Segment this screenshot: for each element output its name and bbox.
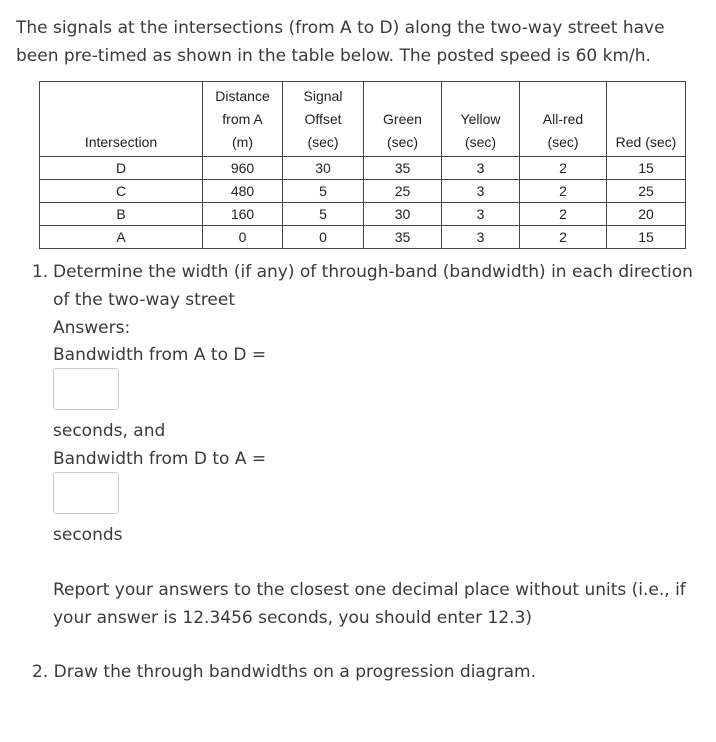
seconds-label: seconds bbox=[53, 525, 123, 545]
cell-red: 25 bbox=[607, 180, 686, 203]
cell-allred: 2 bbox=[520, 226, 607, 249]
cell-intersection: A bbox=[40, 226, 203, 249]
header-distance-line: from A bbox=[222, 111, 263, 127]
question-1-text: Determine the width (if any) of through-band (bandwidth) in each direction of the two-way street bbox=[53, 262, 693, 310]
header-green-line: (sec) bbox=[386, 134, 419, 150]
cell-offset: 5 bbox=[283, 180, 364, 203]
cell-intersection: B bbox=[40, 203, 203, 226]
bandwidth-d-to-a-label: Bandwidth from D to A = bbox=[53, 449, 267, 469]
cell-offset: 5 bbox=[283, 203, 364, 226]
cell-intersection: C bbox=[40, 180, 203, 203]
header-allred bbox=[520, 82, 607, 157]
problem-intro: The signals at the intersections (from A to D) along the two-way street have been pre-timed as shown in the table below. The posted speed is 60 km/h. bbox=[16, 18, 665, 66]
header-yellow-line: (sec) bbox=[464, 134, 497, 150]
bandwidth-d-to-a-input[interactable] bbox=[53, 472, 119, 514]
cell-intersection: D bbox=[40, 157, 203, 180]
cell-yellow: 3 bbox=[442, 203, 520, 226]
table-row bbox=[40, 203, 686, 226]
report-instructions: Report your answers to the closest one decimal place without units (i.e., if your answer is 12.3456 seconds, you should enter 12.3) bbox=[53, 580, 686, 628]
header-distance bbox=[203, 82, 283, 157]
question-1-number: 1. bbox=[32, 262, 49, 282]
cell-distance: 0 bbox=[203, 226, 283, 249]
seconds-and-label: seconds, and bbox=[53, 421, 166, 441]
signal-timing-table bbox=[39, 81, 686, 249]
cell-allred: 2 bbox=[520, 180, 607, 203]
cell-offset: 0 bbox=[283, 226, 364, 249]
answers-label: Answers: bbox=[53, 318, 131, 338]
header-allred-line: All-red bbox=[542, 111, 584, 127]
header-offset bbox=[283, 82, 364, 157]
cell-green: 35 bbox=[364, 157, 442, 180]
cell-yellow: 3 bbox=[442, 157, 520, 180]
header-yellow bbox=[442, 82, 520, 157]
header-intersection: Intersection bbox=[40, 82, 203, 157]
cell-yellow: 3 bbox=[442, 180, 520, 203]
cell-yellow: 3 bbox=[442, 226, 520, 249]
cell-red: 15 bbox=[607, 157, 686, 180]
header-offset-line: Signal bbox=[303, 88, 343, 104]
header-offset-line: (sec) bbox=[307, 134, 339, 150]
header-red: Red (sec) bbox=[607, 82, 686, 157]
table-row bbox=[40, 180, 686, 203]
cell-distance: 960 bbox=[203, 157, 283, 180]
header-distance-line: Distance bbox=[215, 88, 270, 104]
cell-allred: 2 bbox=[520, 157, 607, 180]
cell-green: 25 bbox=[364, 180, 442, 203]
table-header-row bbox=[40, 82, 686, 157]
header-allred-line: (sec) bbox=[547, 134, 579, 150]
cell-green: 30 bbox=[364, 203, 442, 226]
header-green-line: Green bbox=[383, 111, 422, 127]
table-row bbox=[40, 157, 686, 180]
cell-red: 15 bbox=[607, 226, 686, 249]
cell-red: 20 bbox=[607, 203, 686, 226]
cell-offset: 30 bbox=[283, 157, 364, 180]
cell-allred: 2 bbox=[520, 203, 607, 226]
question-2: 2. Draw the through bandwidths on a progression diagram. bbox=[32, 662, 537, 682]
cell-green: 35 bbox=[364, 226, 442, 249]
header-offset-line: Offset bbox=[304, 111, 342, 127]
header-distance-line: (m) bbox=[232, 134, 253, 150]
table-row bbox=[40, 226, 686, 249]
header-yellow-line: Yellow bbox=[460, 111, 501, 127]
header-green bbox=[364, 82, 442, 157]
bandwidth-a-to-d-label: Bandwidth from A to D = bbox=[53, 345, 267, 365]
cell-distance: 160 bbox=[203, 203, 283, 226]
cell-distance: 480 bbox=[203, 180, 283, 203]
bandwidth-a-to-d-input[interactable] bbox=[53, 368, 119, 410]
